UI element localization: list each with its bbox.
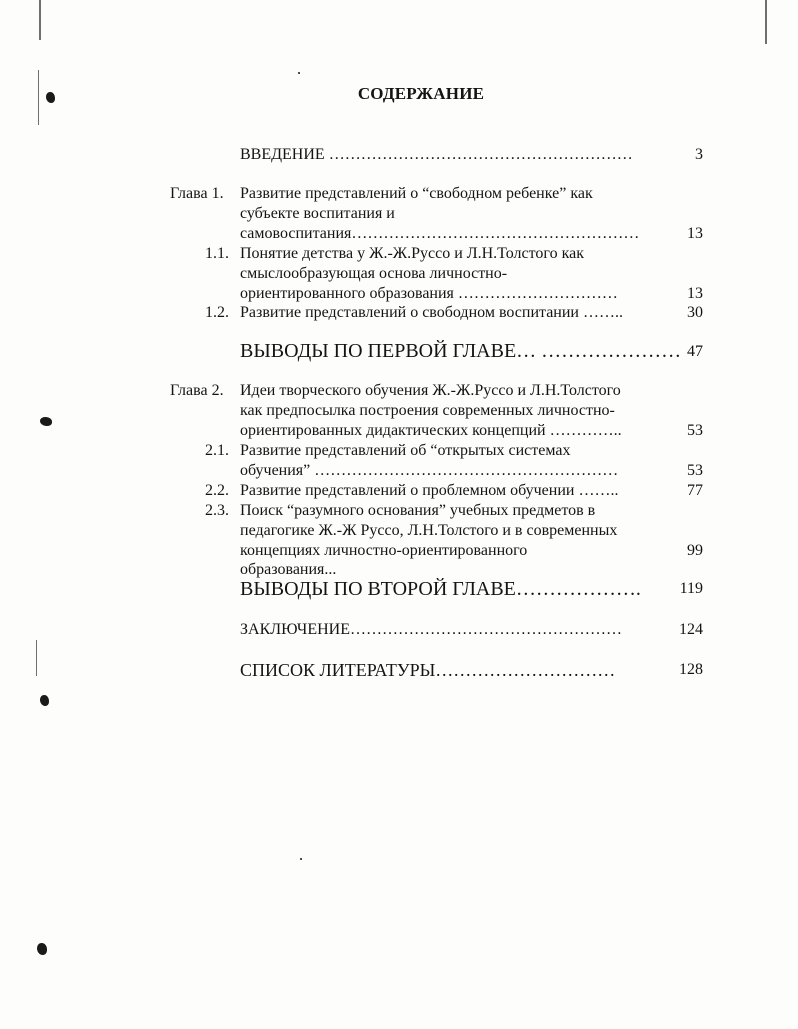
toc-chapter-label: Глава 2. [170,382,224,399]
toc-section-label: 2.3. [205,502,229,519]
toc-section-title: смыслообразующая основа личностно- [240,265,508,282]
toc-section-title: обучения” ………………………………………………… [240,462,619,479]
toc-chapter-title: ориентированных дидактических концепций ………….. [240,422,622,439]
toc-conclusion: ЗАКЛЮЧЕНИЕ…………………………………………… [240,621,622,638]
toc-page-number: 99 [687,542,703,559]
toc-page-number: 13 [687,225,703,242]
toc-page-number: 30 [687,304,703,321]
toc-section-title: педагогике Ж.-Ж Руссо, Л.Н.Толстого и в современных [240,522,618,539]
scan-edge-line [39,0,41,40]
toc-chapter-title: Развитие представлений о “свободном ребенке” как [240,185,593,202]
scan-speck [300,858,302,860]
toc-section-label: 2.2. [205,482,229,499]
toc-chapter-title: Идеи творческого обучения Ж.-Ж.Руссо и Л.Н.Толстого [240,382,621,399]
page-title: СОДЕРЖАНИЕ [357,84,485,103]
toc-section-title: ориентированного образования ………………………… [240,285,618,302]
toc-page-number: 13 [687,285,703,302]
scan-speck [298,72,300,74]
toc-chapter-title: субъекте воспитания и [240,205,395,222]
toc-bibliography: СПИСОК ЛИТЕРАТУРЫ………………………… [240,660,616,680]
scan-speck [37,943,47,955]
toc-section-label: 1.2. [205,304,229,321]
toc-page-number: 77 [687,482,703,499]
scan-speck [40,695,49,706]
toc-section-label: 1.1. [205,245,229,262]
toc-chapter-conclusions: ВЫВОДЫ ПО ВТОРОЙ ГЛАВЕ………………. [240,578,641,600]
toc-page-number: 53 [687,422,703,439]
scan-speck [40,417,52,426]
toc-section-title: Поиск “разумного основания” учебных предметов в [240,502,596,519]
toc-chapter-title: самовоспитания……………………………………………… [240,225,640,242]
toc-section-title: Развитие представлений об “открытых системах [240,442,571,459]
toc-section-title: образования... [240,561,337,578]
toc-page-number: 53 [687,462,703,479]
toc-chapter-label: Глава 1. [170,185,224,202]
toc-section-title: Понятие детства у Ж.-Ж.Руссо и Л.Н.Толстого как [240,245,584,262]
toc-chapter-conclusions: ВЫВОДЫ ПО ПЕРВОЙ ГЛАВЕ… ………………… [240,340,682,362]
toc-page-number: 3 [695,146,703,163]
toc-page-number: 124 [679,621,703,638]
scan-edge-line [765,0,767,44]
toc-page-number: 47 [687,343,703,360]
scan-edge-line [36,640,37,676]
toc-section-title: Развитие представлений о проблемном обучении …….. [240,482,619,499]
toc-section-title: концепциях личностно-ориентированного [240,542,528,559]
toc-chapter-title: как предпосылка построения современных личностно- [240,402,615,419]
toc-section-label: 2.1. [205,442,229,459]
toc-page-number: 119 [679,580,703,597]
toc-section-title: Развитие представлений о свободном воспитании …….. [240,304,623,321]
toc-introduction: ВВЕДЕНИЕ ………………………………………………… [240,146,633,163]
toc-page-number: 128 [679,661,703,678]
